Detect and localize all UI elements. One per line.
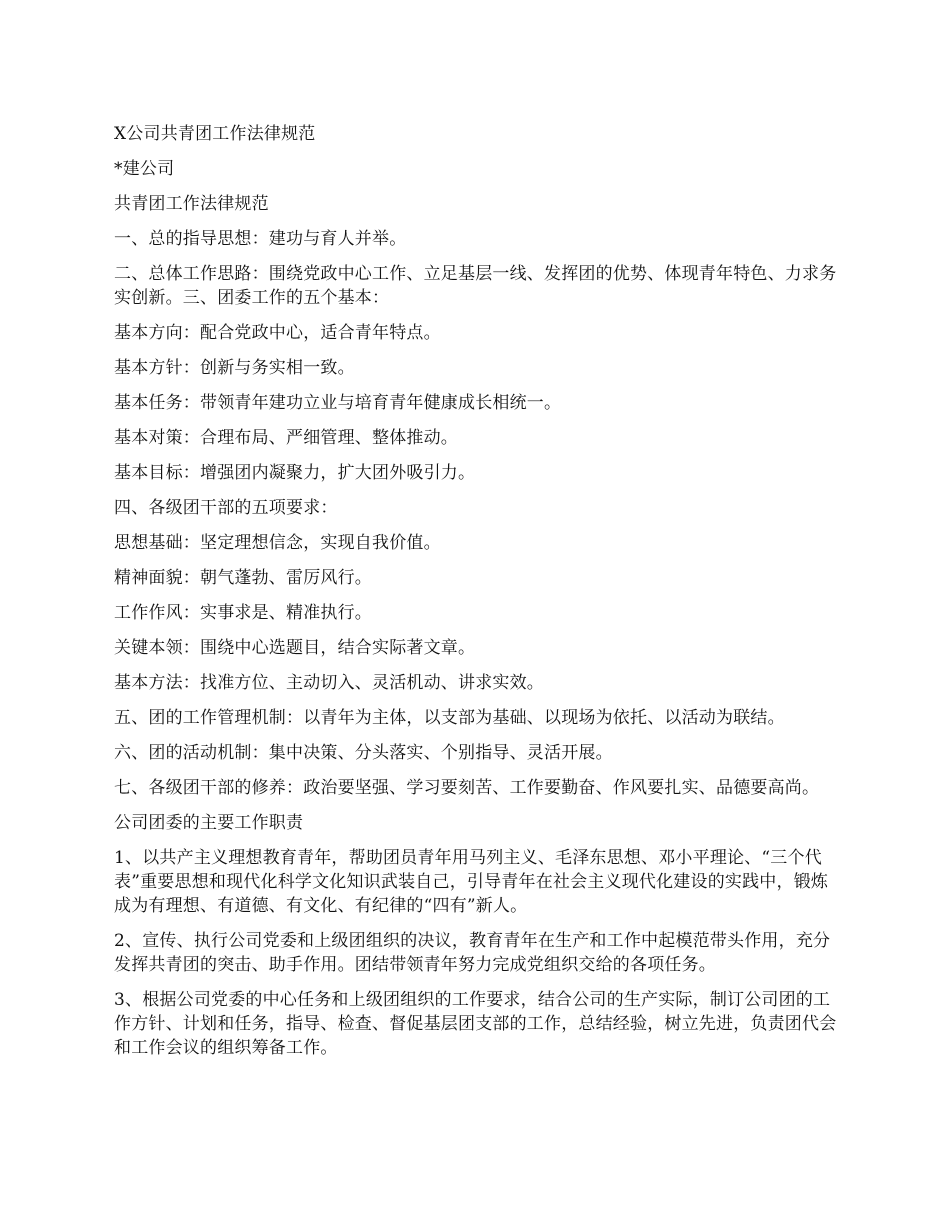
paragraph: 七、各级团干部的修养：政治要坚强、学习要刻苦、工作要勤奋、作风要扎实、品德要高尚。	[114, 778, 820, 798]
paragraph: 基本任务：带领青年建功立业与培育青年健康成长相统一。	[114, 393, 562, 413]
document-body	[114, 122, 838, 1071]
paragraph: 基本方针：创新与务实相一致。	[114, 358, 355, 378]
paragraph: 基本目标：增强团内凝聚力，扩大团外吸引力。	[114, 463, 476, 483]
paragraph: 关键本领：围绕中心选题目，结合实际著文章。	[114, 638, 476, 658]
section-heading: 公司团委的主要工作职责	[114, 813, 304, 833]
paragraph: 四、各级团干部的五项要求：	[114, 498, 338, 518]
paragraph: 基本方法：找准方位、主动切入、灵活机动、讲求实效。	[114, 673, 544, 693]
paragraph: 工作作风：实事求是、精准执行。	[114, 603, 372, 623]
paragraph: 一、总的指导思想：建功与育人并举。	[114, 229, 407, 249]
paragraph: 二、总体工作思路：围绕党政中心工作、立足基层一线、发挥团的优势、体现青年特色、力求务实创新。三、团委工作的五个基本：	[114, 264, 837, 308]
paragraph: 六、团的活动机制：集中决策、分头落实、个别指导、灵活开展。	[114, 743, 613, 763]
paragraph: 五、团的工作管理机制：以青年为主体，以支部为基础、以现场为依托、以活动为联结。	[114, 708, 785, 728]
section-heading: 共青团工作法律规范	[114, 194, 269, 214]
paragraph: 基本方向：配合党政中心，适合青年特点。	[114, 323, 441, 343]
paragraph: 1、以共产主义理想教育青年，帮助团员青年用马列主义、毛泽东思想、邓小平理论、“三个代表”重要思想和现代化科学文化知识武装自己，引导青年在社会主义现代化建设的实践中，锻炼成为有理想、有道德、有文化、有纪律的“四有”新人。	[114, 848, 829, 916]
paragraph: 基本对策：合理布局、严细管理、整体推动。	[114, 428, 458, 448]
paragraph: 精神面貌：朝气蓬勃、雷厉风行。	[114, 568, 372, 588]
company-line: *建公司	[114, 159, 175, 179]
paragraph: 思想基础：坚定理想信念，实现自我价值。	[114, 533, 441, 553]
paragraph: 3、根据公司党委的中心任务和上级团组织的工作要求，结合公司的生产实际，制订公司团的工作方针、计划和任务，指导、检查、督促基层团支部的工作，总结经验，树立先进，负责团代会和工作会议的组织筹备工作。	[114, 990, 837, 1058]
paragraph: 2、宣传、执行公司党委和上级团组织的决议，教育青年在生产和工作中起模范带头作用，充分发挥共青团的突击、助手作用。团结带领青年努力完成党组织交给的各项任务。	[114, 931, 831, 975]
document-title: X公司共青团工作法律规范	[114, 124, 316, 144]
